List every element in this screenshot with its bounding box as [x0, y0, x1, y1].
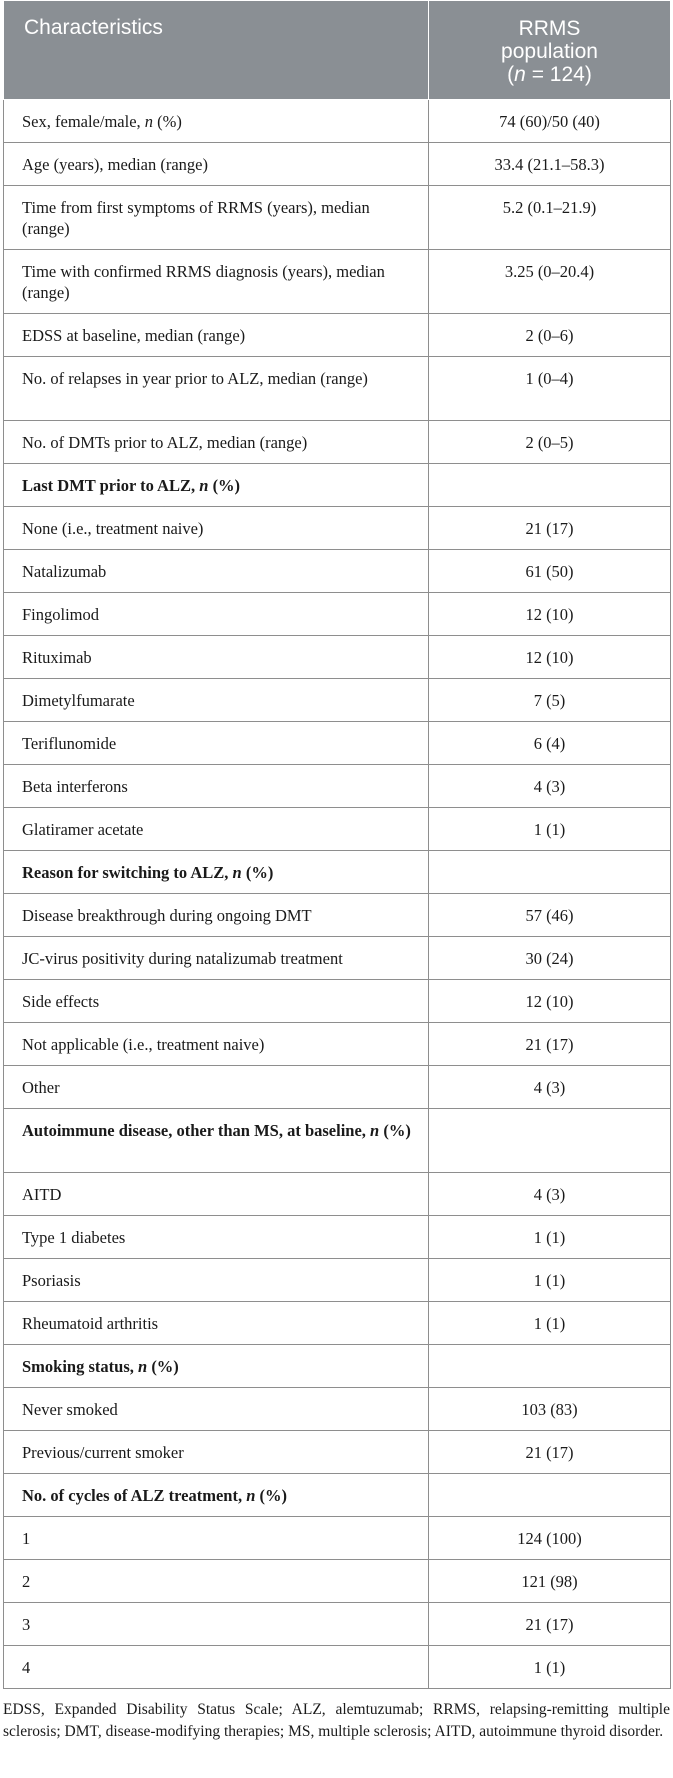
- row-label-cell: [4, 464, 429, 507]
- row-label-italic: n: [144, 112, 154, 131]
- row-label-cell: [4, 507, 429, 550]
- row-label-cell: [4, 1388, 429, 1431]
- row-value: 6 (4): [429, 722, 671, 765]
- row-label-cell: [4, 1646, 429, 1689]
- row-label-cell: [4, 1216, 429, 1259]
- row-value: 124 (100): [429, 1517, 671, 1560]
- row-label-cell: [4, 1259, 429, 1302]
- row-label: 3: [22, 1615, 31, 1634]
- table-row: [4, 550, 671, 593]
- table-row: [4, 679, 671, 722]
- table-row: [4, 143, 671, 186]
- header-population-line2: population: [501, 40, 598, 63]
- row-label: Dimetylfumarate: [22, 691, 135, 710]
- row-label: Last DMT prior to ALZ,: [22, 476, 200, 495]
- row-label-italic: n: [370, 1121, 380, 1140]
- row-label: Other: [22, 1078, 60, 1097]
- row-value: 4 (3): [429, 1173, 671, 1216]
- row-label-cell: [4, 1431, 429, 1474]
- row-value: [429, 1109, 671, 1173]
- row-label-cell: [4, 980, 429, 1023]
- row-label: Smoking status,: [22, 1357, 138, 1376]
- row-value: 1 (1): [429, 808, 671, 851]
- row-value: 21 (17): [429, 1603, 671, 1646]
- section-header-row: [4, 851, 671, 894]
- row-label: Beta interferons: [22, 777, 128, 796]
- row-label: Fingolimod: [22, 605, 100, 624]
- table-container: [3, 0, 670, 1743]
- row-label: 4: [22, 1658, 31, 1677]
- table-row: [4, 1216, 671, 1259]
- row-value: 7 (5): [429, 679, 671, 722]
- row-label: No. of DMTs prior to ALZ, median (range): [22, 433, 308, 452]
- row-value: 4 (3): [429, 1066, 671, 1109]
- row-value: [429, 464, 671, 507]
- row-label-cell: [4, 937, 429, 980]
- row-label-tail: (%): [241, 863, 274, 882]
- table-row: [4, 357, 671, 421]
- row-label-tail: (%): [255, 1486, 288, 1505]
- table-row: [4, 314, 671, 357]
- row-label-cell: [4, 808, 429, 851]
- header-population-line1: RRMS: [518, 17, 581, 40]
- row-label-cell: [4, 1302, 429, 1345]
- table-row: [4, 1066, 671, 1109]
- row-value: 103 (83): [429, 1388, 671, 1431]
- row-label-cell: [4, 1474, 429, 1517]
- row-value: 74 (60)/50 (40): [429, 100, 671, 143]
- table-row: [4, 1173, 671, 1216]
- table-row: [4, 507, 671, 550]
- row-value: [429, 1474, 671, 1517]
- table-row: [4, 1431, 671, 1474]
- row-value: 2 (0–5): [429, 421, 671, 464]
- row-label: EDSS at baseline, median (range): [22, 326, 246, 345]
- table-header-row: [4, 1, 671, 100]
- row-label-cell: [4, 722, 429, 765]
- row-label-cell: [4, 1109, 429, 1173]
- header-characteristics: Characteristics: [4, 1, 429, 100]
- row-label-tail: (%): [147, 1357, 179, 1376]
- row-label-cell: [4, 250, 429, 314]
- row-value: 1 (1): [429, 1646, 671, 1689]
- row-label: Previous/current smoker: [22, 1443, 184, 1462]
- row-label: Rituximab: [22, 648, 92, 667]
- row-label-tail: (%): [153, 112, 182, 131]
- row-value: [429, 1345, 671, 1388]
- row-value: 30 (24): [429, 937, 671, 980]
- row-label: No. of cycles of ALZ treatment,: [22, 1486, 247, 1505]
- section-header-row: [4, 1345, 671, 1388]
- row-label-cell: [4, 1066, 429, 1109]
- table-row: [4, 1560, 671, 1603]
- header-n-pre: (: [507, 63, 515, 86]
- row-label: Natalizumab: [22, 562, 107, 581]
- row-label: Not applicable (i.e., treatment naive): [22, 1035, 265, 1054]
- row-value: 21 (17): [429, 507, 671, 550]
- row-value: 3.25 (0–20.4): [429, 250, 671, 314]
- row-label-cell: [4, 679, 429, 722]
- header-population: [429, 1, 671, 100]
- row-label-tail: (%): [379, 1121, 411, 1140]
- row-label: No. of relapses in year prior to ALZ, median (range): [22, 369, 368, 388]
- table-row: [4, 1603, 671, 1646]
- row-value: [429, 851, 671, 894]
- row-value: 1 (1): [429, 1216, 671, 1259]
- row-label-cell: [4, 186, 429, 250]
- row-value: 5.2 (0.1–21.9): [429, 186, 671, 250]
- row-value: 12 (10): [429, 636, 671, 679]
- header-population-n: [507, 63, 592, 86]
- row-label-cell: [4, 894, 429, 937]
- table-row: [4, 765, 671, 808]
- row-label: Reason for switching to ALZ,: [22, 863, 233, 882]
- table-row: [4, 593, 671, 636]
- row-label-italic: n: [232, 863, 242, 882]
- table-row: [4, 1646, 671, 1689]
- row-value: 12 (10): [429, 593, 671, 636]
- table-row: [4, 1259, 671, 1302]
- row-value: 2 (0–6): [429, 314, 671, 357]
- table-row: [4, 1388, 671, 1431]
- row-label-italic: n: [199, 476, 209, 495]
- row-label-tail: (%): [208, 476, 241, 495]
- table-row: [4, 100, 671, 143]
- row-label: 2: [22, 1572, 31, 1591]
- table-row: [4, 808, 671, 851]
- row-label: Psoriasis: [22, 1271, 81, 1290]
- row-label-cell: [4, 1603, 429, 1646]
- row-label: Teriflunomide: [22, 734, 117, 753]
- row-label: Autoimmune disease, other than MS, at baseline,: [22, 1121, 371, 1140]
- row-value: 12 (10): [429, 980, 671, 1023]
- row-label-cell: [4, 636, 429, 679]
- row-label-cell: [4, 1560, 429, 1603]
- row-label: Time from first symptoms of RRMS (years), median (range): [22, 198, 370, 238]
- row-label: 1: [22, 1529, 31, 1548]
- row-label: None (i.e., treatment naive): [22, 519, 204, 538]
- row-label-cell: [4, 1345, 429, 1388]
- table-row: [4, 421, 671, 464]
- row-label: Side effects: [22, 992, 100, 1011]
- row-label: Never smoked: [22, 1400, 118, 1419]
- row-label: Disease breakthrough during ongoing DMT: [22, 906, 312, 925]
- table-row: [4, 1302, 671, 1345]
- row-label: Type 1 diabetes: [22, 1228, 126, 1247]
- row-label-italic: n: [246, 1486, 256, 1505]
- row-label-cell: [4, 550, 429, 593]
- row-label: Glatiramer acetate: [22, 820, 144, 839]
- table-row: [4, 937, 671, 980]
- table-row: [4, 894, 671, 937]
- row-label-cell: [4, 100, 429, 143]
- row-value: 57 (46): [429, 894, 671, 937]
- row-label: JC-virus positivity during natalizumab treatment: [22, 949, 343, 968]
- row-label: Rheumatoid arthritis: [22, 1314, 159, 1333]
- row-value: 21 (17): [429, 1023, 671, 1066]
- section-header-row: [4, 1109, 671, 1173]
- row-label: AITD: [22, 1185, 62, 1204]
- row-label: Time with confirmed RRMS diagnosis (years), median (range): [22, 262, 385, 302]
- row-label-cell: [4, 1517, 429, 1560]
- table-footnote: EDSS, Expanded Disability Status Scale; ALZ, alemtuzumab; RRMS, relapsing-remitting multiple sclerosis; DMT, disease-modifying therapies; MS, multiple sclerosis; AITD, autoimmune thyroid disorder.: [3, 1701, 670, 1740]
- row-label-italic: n: [138, 1357, 148, 1376]
- row-value: 1 (1): [429, 1302, 671, 1345]
- table-row: [4, 186, 671, 250]
- table-row: [4, 1023, 671, 1066]
- row-label-cell: [4, 143, 429, 186]
- row-label-cell: [4, 1173, 429, 1216]
- row-label-cell: [4, 593, 429, 636]
- row-value: 1 (1): [429, 1259, 671, 1302]
- row-value: 121 (98): [429, 1560, 671, 1603]
- table-row: [4, 980, 671, 1023]
- row-value: 21 (17): [429, 1431, 671, 1474]
- characteristics-table: [3, 0, 671, 1689]
- row-label-cell: [4, 1023, 429, 1066]
- header-n-post: = 124): [525, 63, 592, 86]
- row-value: 61 (50): [429, 550, 671, 593]
- row-value: 1 (0–4): [429, 357, 671, 421]
- section-header-row: [4, 1474, 671, 1517]
- table-row: [4, 722, 671, 765]
- row-value: 33.4 (21.1–58.3): [429, 143, 671, 186]
- row-label-cell: [4, 421, 429, 464]
- row-label: Age (years), median (range): [22, 155, 208, 174]
- table-row: [4, 250, 671, 314]
- row-label-cell: [4, 357, 429, 421]
- header-n-var: n: [514, 63, 526, 86]
- row-value: 4 (3): [429, 765, 671, 808]
- table-row: [4, 1517, 671, 1560]
- row-label-cell: [4, 851, 429, 894]
- table-row: [4, 636, 671, 679]
- row-label: Sex, female/male,: [22, 112, 145, 131]
- row-label-cell: [4, 314, 429, 357]
- section-header-row: [4, 464, 671, 507]
- row-label-cell: [4, 765, 429, 808]
